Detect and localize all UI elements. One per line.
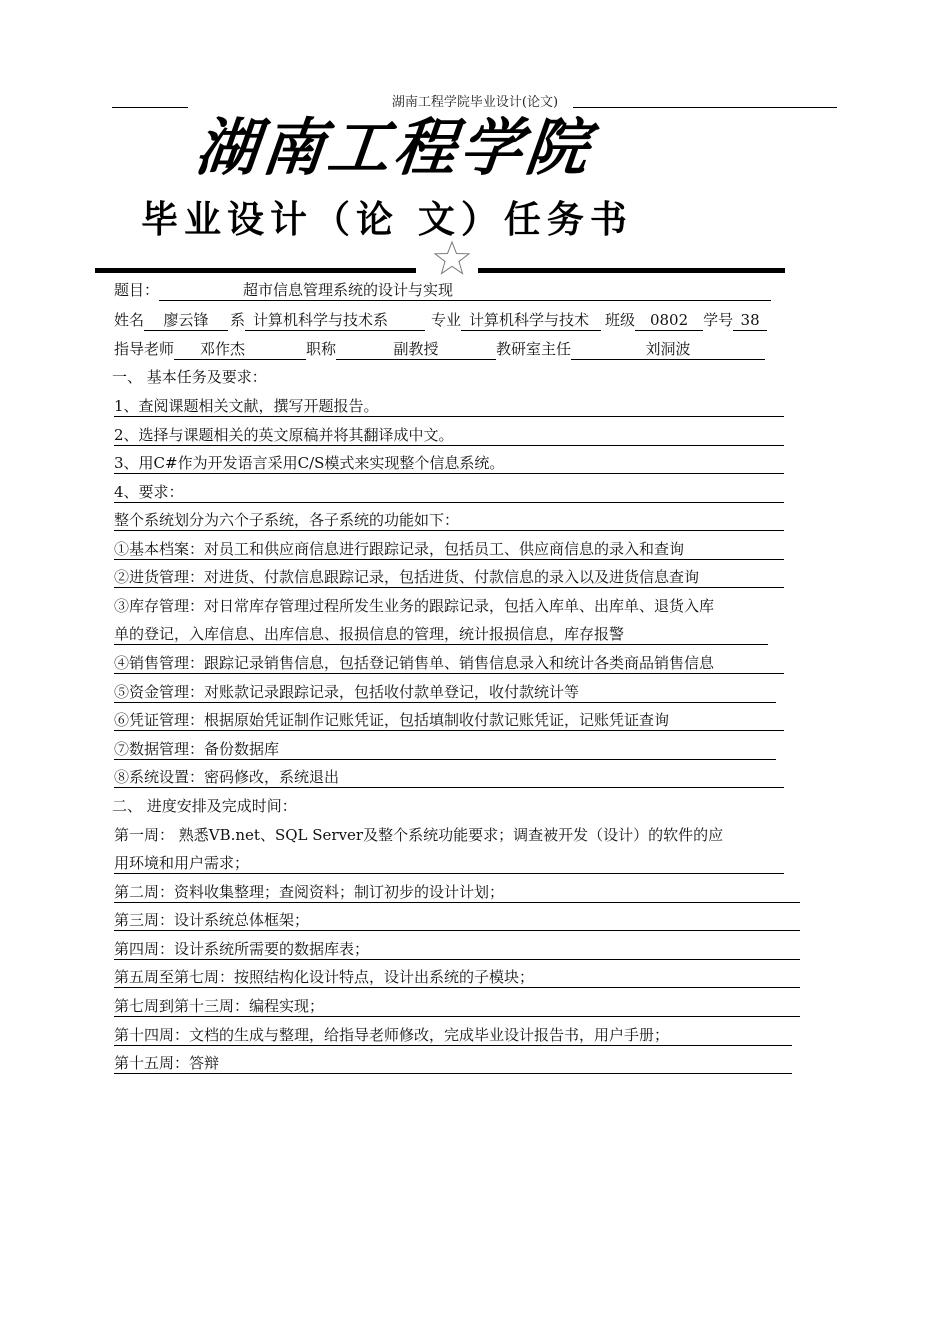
task-item: ④销售管理：跟踪记录销售信息，包括登记销售单、销售信息录入和统计各类商品销售信息 [114, 653, 784, 674]
schedule-item: 第五周至第七周：按照结构化设计特点，设计出系统的子模块； [114, 967, 800, 988]
document-title: 毕业设计（论 文）任务书 [141, 198, 633, 241]
class-value: 0802 [635, 310, 703, 331]
student-info-row [114, 310, 767, 331]
schedule-item: 第七周到第十三周：编程实现； [114, 996, 800, 1017]
page-header: 湖南工程学院毕业设计(论文) [391, 95, 559, 110]
task-item: ③库存管理：对日常库存管理过程所发生业务的跟踪记录，包括入库单、出库单、退货入库 [114, 597, 715, 615]
name-label: 姓名 [114, 311, 145, 329]
task-item: ⑦数据管理：备份数据库 [114, 739, 776, 760]
title-rule-left [95, 268, 416, 273]
task-item: 整个系统划分为六个子系统，各子系统的功能如下： [114, 510, 784, 531]
dept-label: 系 [230, 311, 246, 329]
task-item: ⑥凭证管理：根据原始凭证制作记账凭证，包括填制收付款记账凭证，记账凭证查询 [114, 710, 784, 731]
schedule-item: 第一周： 熟悉VB.net、SQL Server及整个系统功能要求；调查被开发（设计）的软件的应 [114, 826, 724, 844]
header-rule-left [112, 107, 188, 108]
task-item: ①基本档案：对员工和供应商信息进行跟踪记录，包括员工、供应商信息的录入和查询 [114, 539, 784, 560]
class-label: 班级 [605, 311, 636, 329]
topic-field [159, 280, 771, 301]
dept-value: 计算机科学与技术系 [245, 310, 425, 331]
topic-value: 超市信息管理系统的设计与实现 [243, 281, 454, 299]
director-label: 教研室主任 [496, 340, 572, 358]
task-item: ②进货管理：对进货、付款信息跟踪记录，包括进货、付款信息的录入以及进货信息查询 [114, 567, 784, 588]
header-rule-right [573, 107, 837, 108]
schedule-item: 第十五周：答辩 [114, 1053, 792, 1074]
task-item: 单的登记，入库信息、出库信息、报损信息的管理，统计报损信息，库存报警 [114, 624, 768, 645]
student-no-value: 38 [733, 310, 767, 331]
rank-label: 职称 [306, 340, 337, 358]
task-item: ⑤资金管理：对账款记录跟踪记录，包括收付款单登记，收付款统计等 [114, 682, 776, 703]
section1-heading: 一、 基本任务及要求： [112, 368, 267, 386]
task-item: ⑧系统设置：密码修改，系统退出 [114, 767, 784, 788]
rank-value: 副教授 [336, 339, 496, 360]
schedule-item: 第十四周：文档的生成与整理，给指导老师修改，完成毕业设计报告书，用户手册； [114, 1025, 792, 1046]
advisor-label: 指导老师 [114, 340, 175, 358]
school-calligraphy-logo: 湖南工程学院 [192, 111, 596, 184]
section2-heading: 二、 进度安排及完成时间： [112, 797, 297, 815]
schedule-item: 第四周：设计系统所需要的数据库表； [114, 939, 800, 960]
schedule-item: 第二周：资料收集整理；查阅资料；制订初步的设计计划； [114, 882, 800, 903]
director-value: 刘洞波 [571, 339, 765, 360]
title-rule-right [478, 268, 785, 273]
topic-row [114, 280, 771, 301]
star-icon [432, 240, 472, 276]
schedule-item: 第三周：设计系统总体框架； [114, 910, 800, 931]
name-value: 廖云锋 [144, 310, 228, 331]
task-item: 3、用C#作为开发语言采用C/S模式来实现整个信息系统。 [114, 453, 784, 474]
student-no-label: 学号 [703, 311, 734, 329]
major-label: 专业 [431, 311, 462, 329]
major-value: 计算机科学与技术 [461, 310, 601, 331]
advisor-row [114, 339, 765, 360]
task-item: 1、查阅课题相关文献，撰写开题报告。 [114, 396, 784, 417]
task-item: 2、选择与课题相关的英文原稿并将其翻译成中文。 [114, 425, 784, 446]
topic-label: 题目： [114, 281, 160, 299]
advisor-value: 邓作杰 [174, 339, 306, 360]
schedule-item: 用环境和用户需求； [114, 853, 784, 874]
task-item: 4、要求： [114, 482, 784, 503]
